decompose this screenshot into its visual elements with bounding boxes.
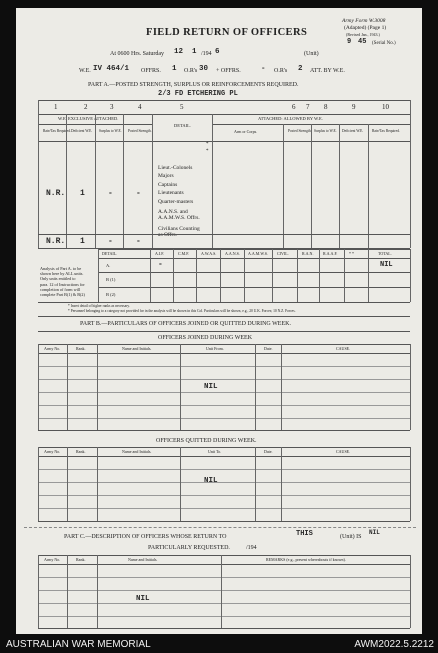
part-c-nil-typed: NIL	[136, 595, 150, 603]
an-total-typed: NIL	[380, 261, 393, 269]
rank-item: Majors	[158, 173, 174, 180]
group-right-header: ATTACHED: ALLOWED BY W.E.	[258, 116, 323, 121]
head-surplus-right: Surplus to W.E.	[314, 129, 337, 133]
part-c-date-blank: /194	[246, 545, 257, 551]
note-line: Analysis of Part A. to be	[40, 266, 82, 271]
an-head-awas: A.W.A.S.	[201, 251, 217, 256]
footer-accession-number: AWM2022.5.2212	[354, 639, 434, 650]
unit-label: (Unit)	[304, 51, 319, 57]
plus-offrs-label: + OFFRS.	[216, 68, 241, 74]
asterisk-mark: *	[206, 149, 209, 154]
row2-deficient: -	[136, 237, 141, 246]
row1-label: N.R.	[46, 189, 66, 198]
we-typed: IV 464/1	[93, 65, 130, 73]
head-deficient-right: Deficient W.E.	[342, 129, 364, 133]
head-surplus-left: Surplus to W.E.	[99, 129, 122, 133]
joined-head-name: Name and Initials.	[122, 346, 152, 351]
year-prefix: /194	[201, 51, 212, 57]
joined-head-unit-from: Unit From.	[206, 346, 224, 351]
rank-item: Lieut.-Colonels	[158, 165, 193, 171]
quitted-title: OFFICERS QUITTED DURING WEEK.	[156, 438, 257, 444]
serial-typed: 9	[347, 38, 352, 46]
rank-item: Quarter-masters	[158, 198, 194, 205]
plus-ors-typed: 2	[298, 65, 303, 73]
joined-head-army-no: Army No.	[44, 346, 61, 351]
head-rate-req-right: Rate/Tax Required.	[372, 129, 400, 133]
an-head-aamws: A.A.M.W.S.	[248, 251, 268, 256]
quitted-head-unit-to: Unit To.	[208, 449, 222, 454]
note-line: para. 12 of Instructions for	[40, 281, 85, 287]
we-label: W.E.	[79, 68, 91, 74]
c-head-rank: Rank.	[76, 557, 86, 562]
quitted-nil-typed: NIL	[204, 477, 218, 485]
army-form-number: Army Form W.3008	[342, 18, 386, 24]
part-a-title: PART A.—POSTED STRENGTH, SURPLUS OR REINFORCEMENTS REQUIRED.	[88, 82, 299, 88]
head-posted-right: Posted Strength.	[288, 129, 312, 133]
an-head-aans: A.A.N.S.	[225, 251, 240, 256]
rank-item: Civilians Counting	[158, 225, 200, 232]
head-posted-left: Posted Strength.	[128, 129, 152, 133]
day-typed: 12	[174, 48, 184, 56]
footnote-1: * Insert detail of higher ranks as necessary.	[68, 304, 130, 308]
quitted-head-date: Date.	[264, 449, 273, 454]
rank-item: Captains	[158, 181, 178, 188]
at-time-label: At 0600 Hrs. Saturday	[110, 51, 164, 57]
ors-label: O.R's	[184, 68, 198, 74]
col-number: 4	[138, 103, 142, 111]
head-detail: DETAIL.	[174, 123, 192, 128]
ors-typed: 30	[199, 65, 209, 73]
an-head-other: * *	[349, 251, 354, 256]
col-number: 9	[352, 103, 356, 111]
part-c-typed-this: THIS	[296, 530, 313, 538]
an-head-detail: DETAIL.	[102, 251, 118, 256]
footer-source-label: AUSTRALIAN WAR MEMORIAL	[6, 639, 151, 650]
col-number: 5	[180, 103, 184, 111]
row1-posted: 1	[80, 189, 85, 198]
col-number: 1	[54, 103, 58, 111]
an-head-aif: A.I.F.	[155, 251, 165, 256]
col-number: 7	[306, 103, 310, 111]
row2-label: N.R.	[46, 237, 66, 246]
serial-no-label: (Serial No.)	[372, 41, 396, 46]
col-number: 10	[382, 103, 389, 111]
offrs-label: OFFRS.	[141, 68, 161, 74]
analysis-note	[40, 266, 85, 297]
plus-ors-label: O.R's	[274, 68, 288, 74]
joined-head-date: Date.	[264, 346, 273, 351]
col-number: 6	[292, 103, 296, 111]
head-rate-req-left: Rate/Tax Required.	[43, 129, 71, 133]
note-line: completion of form will	[40, 286, 81, 292]
month-typed: 1	[192, 48, 197, 56]
an-head-total: TOTAL.	[378, 251, 392, 256]
joined-head-rank: Rank.	[76, 346, 86, 351]
part-c-title-c: PARTICULARLY REQUESTED.	[148, 545, 230, 551]
c-head-name: Name and Initials.	[128, 557, 158, 562]
part-c-title-b: (Unit) IS	[340, 534, 362, 540]
army-form-revised: (Revised Jan., 1943.)	[346, 32, 380, 37]
an-aif-typed: -	[158, 260, 163, 269]
col-number: 3	[110, 103, 114, 111]
col-number: 8	[324, 103, 328, 111]
army-form-adapted: (Adapted) (Page 1)	[344, 25, 387, 31]
col-number: 2	[84, 103, 88, 111]
form-title: FIELD RETURN OF OFFICERS	[146, 27, 308, 38]
row2-surplus: -	[108, 237, 113, 246]
an-head-raaf: R.A.A.F.	[323, 251, 338, 256]
part-b-title: PART B.—PARTICULARS OF OFFICERS JOINED OR QUITTED DURING WEEK.	[80, 321, 291, 327]
part-a-unit-typed: 2/3 FD ETCHERING PL	[158, 90, 238, 98]
quitted-head-cause: CAUSE.	[336, 449, 351, 454]
footnote-2: * Personnel belonging to a category not provided for in the analysis will be shown in this Col. Particulars will be shown, e.g., 20 U.K. Forces; 10 N.Z. Forces.	[68, 309, 296, 313]
row1-deficient: -	[136, 189, 141, 198]
note-line: Only units entitled to	[40, 276, 76, 282]
row2-posted: 1	[80, 237, 85, 246]
asterisk-mark: *	[206, 142, 209, 147]
c-head-remarks: REMARKS (e.g., present whereabouts if known).	[266, 557, 346, 562]
quitted-head-army-no: Army No.	[44, 449, 61, 454]
rank-item: as Offrs.	[158, 232, 177, 239]
rank-item: A.A.N.S. and	[158, 209, 188, 216]
an-head-civil: CIVIL.	[277, 251, 289, 256]
an-head-ran: R.A.N.	[302, 251, 314, 256]
att-by-we-label: ATT. BY W.E.	[310, 68, 345, 74]
rank-item: A.A.M.W.S. Offrs.	[158, 215, 200, 222]
head-arm-corps: Arm or Corps.	[234, 129, 258, 134]
year-typed: 6	[215, 48, 220, 56]
c-head-army-no: Army No.	[44, 557, 61, 562]
part-c-title-a: PART C.—DESCRIPTION OF OFFICERS WHOSE RETURN TO	[64, 534, 227, 540]
form-page	[16, 8, 422, 634]
note-line: complete Part B(1) & B(2)	[40, 292, 85, 298]
rank-item: Lieutenants	[158, 190, 184, 197]
row1-surplus: -	[108, 189, 113, 198]
joined-head-cause: CAUSE.	[336, 346, 351, 351]
an-row-a: A.	[106, 263, 111, 268]
plus-offrs-typed: -	[261, 65, 266, 73]
rank-list	[158, 164, 200, 240]
head-deficient-left: Deficient W.E.	[71, 129, 93, 133]
note-line: shown here by ALL units.	[40, 271, 84, 277]
serial-year-typed: 45	[358, 38, 367, 46]
an-row-b1: B (1)	[106, 277, 116, 282]
group-left-header: W.E. EXCLUSIVE ATTACHED.	[58, 116, 119, 121]
an-row-b2: B (2)	[106, 292, 116, 297]
joined-title: OFFICERS JOINED DURING WEEK	[158, 335, 253, 341]
part-c-typed-nil: NIL	[369, 529, 380, 536]
offrs-typed: 1	[172, 65, 177, 73]
joined-nil-typed: NIL	[204, 383, 218, 391]
quitted-head-name: Name and Initials.	[122, 449, 152, 454]
an-head-cmf: C.M.F.	[178, 251, 190, 256]
quitted-head-rank: Rank.	[76, 449, 86, 454]
